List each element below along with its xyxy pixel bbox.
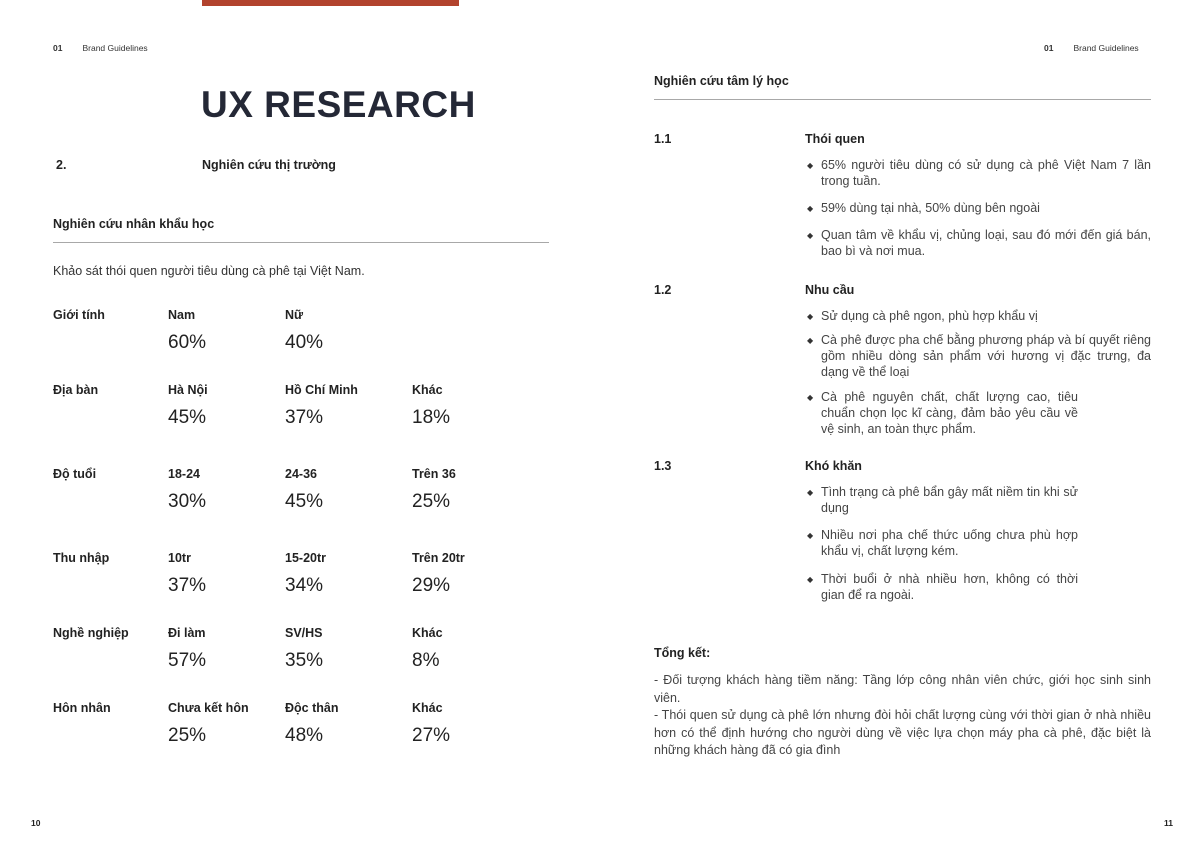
psychology-heading: Nghiên cứu tâm lý học	[654, 74, 789, 88]
demographics-divider	[53, 242, 549, 243]
demographic-category-label: Khác	[412, 701, 443, 715]
header-right-label: Brand Guidelines	[1073, 43, 1139, 53]
demographic-percentage: 18%	[412, 407, 451, 428]
demographic-category-label: Chưa kết hôn	[168, 701, 249, 715]
psychology-bullet: ◆ 65% người tiêu dùng có sử dụng cà phê Việt Nam 7 lần trong tuần.	[805, 157, 1151, 189]
demographic-percentage: 29%	[412, 575, 451, 596]
psychology-bullet: ◆ Cà phê nguyên chất, chất lượng cao, tiêu chuẩn chọn lọc kĩ càng, đảm bảo yêu cầu về vệ sinh, an toàn thực phẩm.	[805, 389, 1078, 437]
demographic-percentage: 57%	[168, 650, 207, 671]
demographic-row-label: Thu nhập	[53, 551, 110, 565]
demographic-percentage: 45%	[285, 491, 324, 512]
page-number-left: 10	[31, 818, 41, 828]
psychology-bullet: ◆ Nhiều nơi pha chế thức uống chưa phù hợp khẩu vị, chất lượng kém.	[805, 527, 1078, 559]
demographic-percentage: 25%	[412, 491, 451, 512]
header-right	[1044, 43, 1139, 53]
summary-line: - Thói quen sử dụng cà phê lớn nhưng đòi hỏi chất lượng cùng với thời gian ở nhà nhiều hơn có thể định hướng cho người dùng về việc lựa chọn máy pha cà phê, đặc biệt là những khách hàng đã có gia đình	[654, 708, 1151, 757]
header-right-number: 01	[1044, 43, 1054, 53]
psychology-bullet: ◆ Thời buổi ở nhà nhiều hơn, không có thời gian để ra ngoài.	[805, 571, 1078, 603]
header-left-number: 01	[53, 43, 63, 53]
psychology-bullet: ◆ Quan tâm về khẩu vị, chủng loại, sau đó mới đến giá bán, bao bì và nơi mua.	[805, 227, 1151, 259]
demographics-heading: Nghiên cứu nhân khẩu học	[53, 217, 215, 231]
demographic-category-label: Hồ Chí Minh	[285, 383, 358, 397]
page-number-right: 11	[1164, 818, 1173, 828]
summary-line: - Đối tượng khách hàng tiềm năng: Tầng lớp công nhân viên chức, giới học sinh sinh viên.	[654, 673, 1151, 705]
psychology-item-number: 1.3	[654, 459, 672, 473]
demographic-category-label: Nam	[168, 308, 196, 322]
demographic-percentage: 37%	[285, 407, 324, 428]
psychology-bullet: ◆ Cà phê được pha chế bằng phương pháp và bí quyết riêng gồm nhiều dòng sản phẩm với hương vị đặc trưng, đa dạng về thể loại	[805, 332, 1151, 380]
psychology-item-number: 1.2	[654, 283, 672, 297]
demographic-category-label: 15-20tr	[285, 551, 326, 565]
demographic-category-label: Khác	[412, 626, 443, 640]
demographic-category-label: Trên 36	[412, 467, 456, 481]
psychology-item-number: 1.1	[654, 132, 672, 146]
demographic-percentage: 35%	[285, 650, 324, 671]
demographic-row-label: Nghề nghiệp	[53, 626, 129, 640]
header-left-label: Brand Guidelines	[82, 43, 148, 53]
psychology-bullet: ◆ Sử dụng cà phê ngon, phù hợp khẩu vị	[805, 308, 1151, 324]
demographic-category-label: 24-36	[285, 467, 317, 481]
demographic-percentage: 27%	[412, 725, 451, 746]
section-number: 2.	[56, 158, 67, 172]
demographic-row-label: Giới tính	[53, 308, 105, 322]
demographic-percentage: 48%	[285, 725, 324, 746]
demographic-percentage: 60%	[168, 332, 207, 353]
accent-bar	[202, 0, 459, 6]
psychology-item-title: Nhu cầu	[805, 283, 855, 297]
demographic-category-label: Hà Nội	[168, 383, 208, 397]
summary-title: Tổng kết:	[654, 646, 711, 660]
demographic-percentage: 30%	[168, 491, 207, 512]
demographic-percentage: 34%	[285, 575, 324, 596]
page-title: UX RESEARCH	[201, 84, 476, 125]
demographics-intro: Khảo sát thói quen người tiêu dùng cà phê tại Việt Nam.	[53, 264, 365, 278]
demographic-category-label: 10tr	[168, 551, 191, 565]
demographic-category-label: 18-24	[168, 467, 200, 481]
demographic-percentage: 37%	[168, 575, 207, 596]
demographic-category-label: Đi làm	[168, 626, 206, 640]
demographic-percentage: 45%	[168, 407, 207, 428]
psychology-item-title: Thói quen	[805, 132, 865, 146]
demographic-category-label: SV/HS	[285, 626, 323, 640]
demographic-percentage: 25%	[168, 725, 207, 746]
demographic-category-label: Độc thân	[285, 701, 339, 715]
psychology-divider	[654, 99, 1151, 100]
demographic-category-label: Trên 20tr	[412, 551, 465, 565]
section-title: Nghiên cứu thị trường	[202, 158, 336, 172]
demographic-row-label: Địa bàn	[53, 383, 99, 397]
demographic-category-label: Khác	[412, 383, 443, 397]
psychology-bullet: ◆ 59% dùng tại nhà, 50% dùng bên ngoài	[805, 200, 1151, 216]
demographic-percentage: 8%	[412, 650, 440, 671]
psychology-item-title: Khó khăn	[805, 459, 862, 473]
summary-text	[654, 672, 1151, 760]
demographic-row-label: Độ tuổi	[53, 467, 97, 481]
demographic-row-label: Hôn nhân	[53, 701, 111, 715]
header-left	[53, 43, 148, 53]
demographic-percentage: 40%	[285, 332, 324, 353]
psychology-bullet: ◆ Tình trạng cà phê bẩn gây mất niềm tin khi sử dụng	[805, 484, 1078, 516]
demographic-category-label: Nữ	[285, 308, 304, 322]
